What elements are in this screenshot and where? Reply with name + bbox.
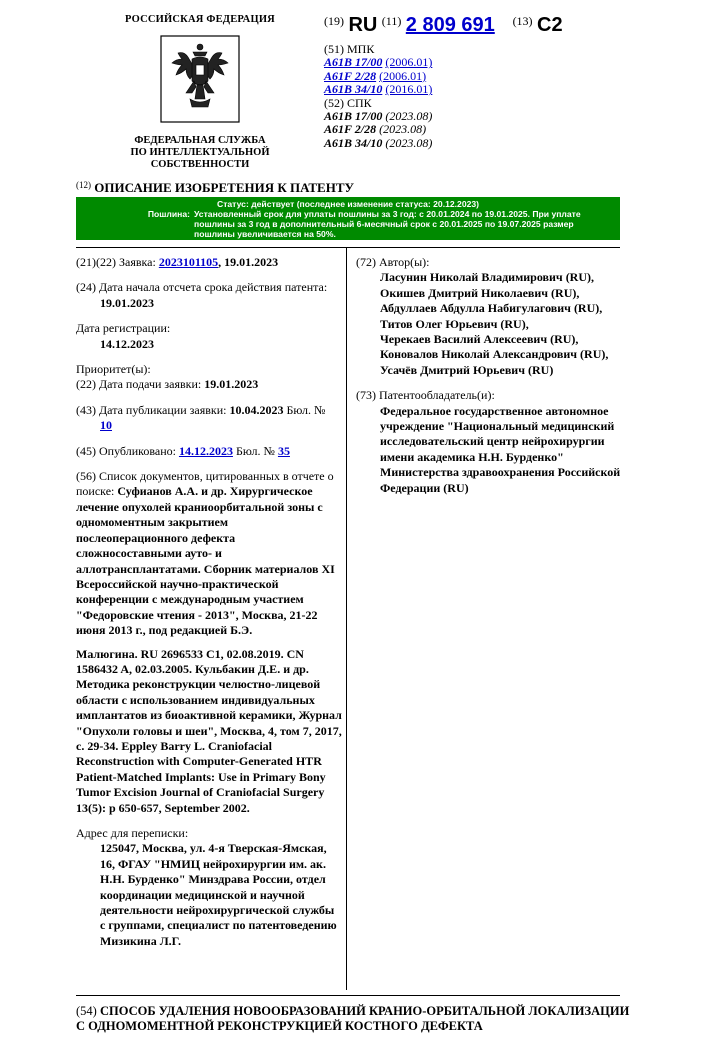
divider-bottom <box>76 995 620 996</box>
published-block: (45) Опубликовано: 14.12.2023 Бюл. № 35 <box>76 443 290 458</box>
published-date-link[interactable]: 14.12.2023 <box>178 443 233 458</box>
kind-code: C2 <box>537 14 563 36</box>
invention-title: (54) СПОСОБ УДАЛЕНИЯ НОВООБРАЗОВАНИЙ КРАНИО-ОРБИТАЛЬНОЙ ЛОКАЛИЗАЦИИ С ОДНОМОМЕНТНОЙ РЕКОНСТРУКЦИЕЙ КОСТНОГО ДЕФЕКТА <box>76 1004 630 1033</box>
fee-text: Установленный срок для уплаты пошлины за 3 год: с 20.01.2024 по 19.01.2025. При уплате пошлины за 3 год в дополнительный 6-месячный срок с 20.01.2025 по 19.07.2025 размер пошлины увеличивается на 50%. <box>194 209 581 239</box>
registration-block: Дата регистрации: 14.12.2023 <box>76 321 171 351</box>
author-item: Абдуллаев Абдулла Набигулагович (RU), <box>380 301 603 316</box>
spk-date: (2023.08) <box>385 135 433 150</box>
application-block: (21)(22) Заявка: 2023101105, 19.01.2023 <box>76 255 279 269</box>
author-item: Черекаев Василий Алексеевич (RU), <box>380 332 579 347</box>
spk-code: A61B 34/10 <box>324 135 383 150</box>
agency-name: ФЕДЕРАЛЬНАЯ СЛУЖБА ПО ИНТЕЛЛЕКТУАЛЬНОЙ СОБСТВЕННОСТИ <box>130 135 270 170</box>
spk-label: (52) СПК <box>324 95 372 110</box>
patent-number-line: $^{(19)}$ RU $^{(11)}$ 2 809 691 $^{(13)}$ C2 <box>324 14 563 36</box>
header-right <box>324 14 684 150</box>
spk-date: (2023.08) <box>385 109 433 124</box>
spk-date: (2023.08) <box>379 122 427 137</box>
document-title: $^{(12)}$ ОПИСАНИЕ ИЗОБРЕТЕНИЯ К ПАТЕНТУ <box>76 180 355 195</box>
patent-number-link[interactable]: 2 809 691 <box>405 14 495 36</box>
pub-bulletin-link[interactable]: 10 <box>100 418 112 433</box>
address-block: Адрес для переписки: 125047, Москва, ул. 4-я Тверская-Ямская, 16, ФГАУ "НМИЦ нейрохирургии им. ак. Н.Н. Бурденко" Минздрава России, отдел координации медицинской и научной деятельности нейрохирургической службы с группами, специалист по патентоведению Мизикина Л.Г. <box>76 826 337 948</box>
author-item: Титов Олег Юрьевич (RU), <box>380 316 529 331</box>
fee-label: Пошлина: <box>147 209 190 219</box>
application-number-link[interactable]: 2023101105 <box>158 255 219 269</box>
published-bulletin-link[interactable]: 35 <box>277 443 290 458</box>
priority-block: Приоритет(ы): (22) Дата подачи заявки: 19.01.2023 <box>76 362 259 392</box>
divider-vertical <box>346 247 347 990</box>
classification-block <box>324 43 684 150</box>
country-code: RU <box>348 14 378 36</box>
author-item: Коновалов Николай Александрович (RU), <box>380 347 609 362</box>
mpk-date-link[interactable]: (2006.01) <box>379 68 427 83</box>
spk-code: A61F 2/28 <box>324 122 377 137</box>
country-name: РОССИЙСКАЯ ФЕДЕРАЦИЯ <box>125 14 275 25</box>
fee-row <box>76 209 620 239</box>
owner-block: (73) Патентообладатель(и): Федеральное государственное автономное учреждение "Национальный медицинский исследовательский центр нейрохирургии имени академика Н.Н. Бурденко" Министерства здравоохранения Российской Федерации (RU) <box>356 388 621 495</box>
mpk-label: (51) МПК <box>324 42 375 56</box>
cited-continued: Малюгина. RU 2696533 C1, 02.08.2019. CN 1586432 A, 02.03.2005. Кульбакин Д.Е. и др. Методика реконструкции челюстно-лицевой области с использованием индивидуальных имплантатов из биоактивной керамики, Журнал "Опухоли головы и шеи", Москва, 4, том 7, 2017, с. 29-34. Eppley Barry L. Craniofacial Reconstruction with Computer-Generated HTR Patient-Matched Implants: Use in Primary Bony Tumor Excision Journal of Craniofacial Surgery 13(5): p 650-657, September 2002. <box>76 646 342 815</box>
mpk-date-link[interactable]: (2016.01) <box>385 82 433 97</box>
author-item: Усачёв Дмитрий Юрьевич (RU) <box>380 362 554 377</box>
cited-block: (56) Список документов, цитированных в отчете о поиске: Суфианов А.А. и др. Хирургическое лечение опухолей краниоорбитальной зоны с одномоментным закрытием послеоперационного дефекта сложносоставными ауто- и аллотрансплантатами. Сборник материалов XI Всероссийской научно-практической конференции с международным участием "Федоровские чтения - 2013", Москва, 21-22 июня 2013 г., под редакцией Б.Э. <box>76 469 335 638</box>
status-box <box>76 197 620 240</box>
right-column <box>356 255 622 506</box>
left-column <box>76 255 342 959</box>
divider-top <box>76 247 620 248</box>
mpk-code-link: A61B 34/10 <box>324 82 383 97</box>
publication-block: (43) Дата публикации заявки: 10.04.2023 Бюл. № 10 <box>76 402 326 433</box>
author-item: Окишев Дмитрий Николаевич (RU), <box>380 285 580 300</box>
status-line: Статус: действует (последнее изменение статуса: 20.12.2023) <box>216 199 480 209</box>
term-block: (24) Дата начала отсчета срока действия патента: 19.01.2023 <box>76 280 328 310</box>
authors-block: (72) Автор(ы): Ласунин Николай Владимирович (RU), Окишев Дмитрий Николаевич (RU), Абдуллаев Абдулла Набигулагович (RU), Титов Олег Юрьевич (RU), Черекаев Василий Алексеевич (RU), Коновалов Николай Александрович (RU), Усачёв Дмитрий Юрьевич (RU) <box>356 255 622 378</box>
spk-code: A61B 17/00 <box>324 109 383 124</box>
mpk-code-link: A61B 17/00 <box>324 55 383 70</box>
author-item: Ласунин Николай Владимирович (RU), <box>380 270 595 285</box>
mpk-date-link[interactable]: (2006.01) <box>385 55 433 70</box>
double-headed-eagle-icon <box>160 35 240 123</box>
mpk-code-link: A61F 2/28 <box>324 68 377 83</box>
header-left <box>80 14 320 171</box>
